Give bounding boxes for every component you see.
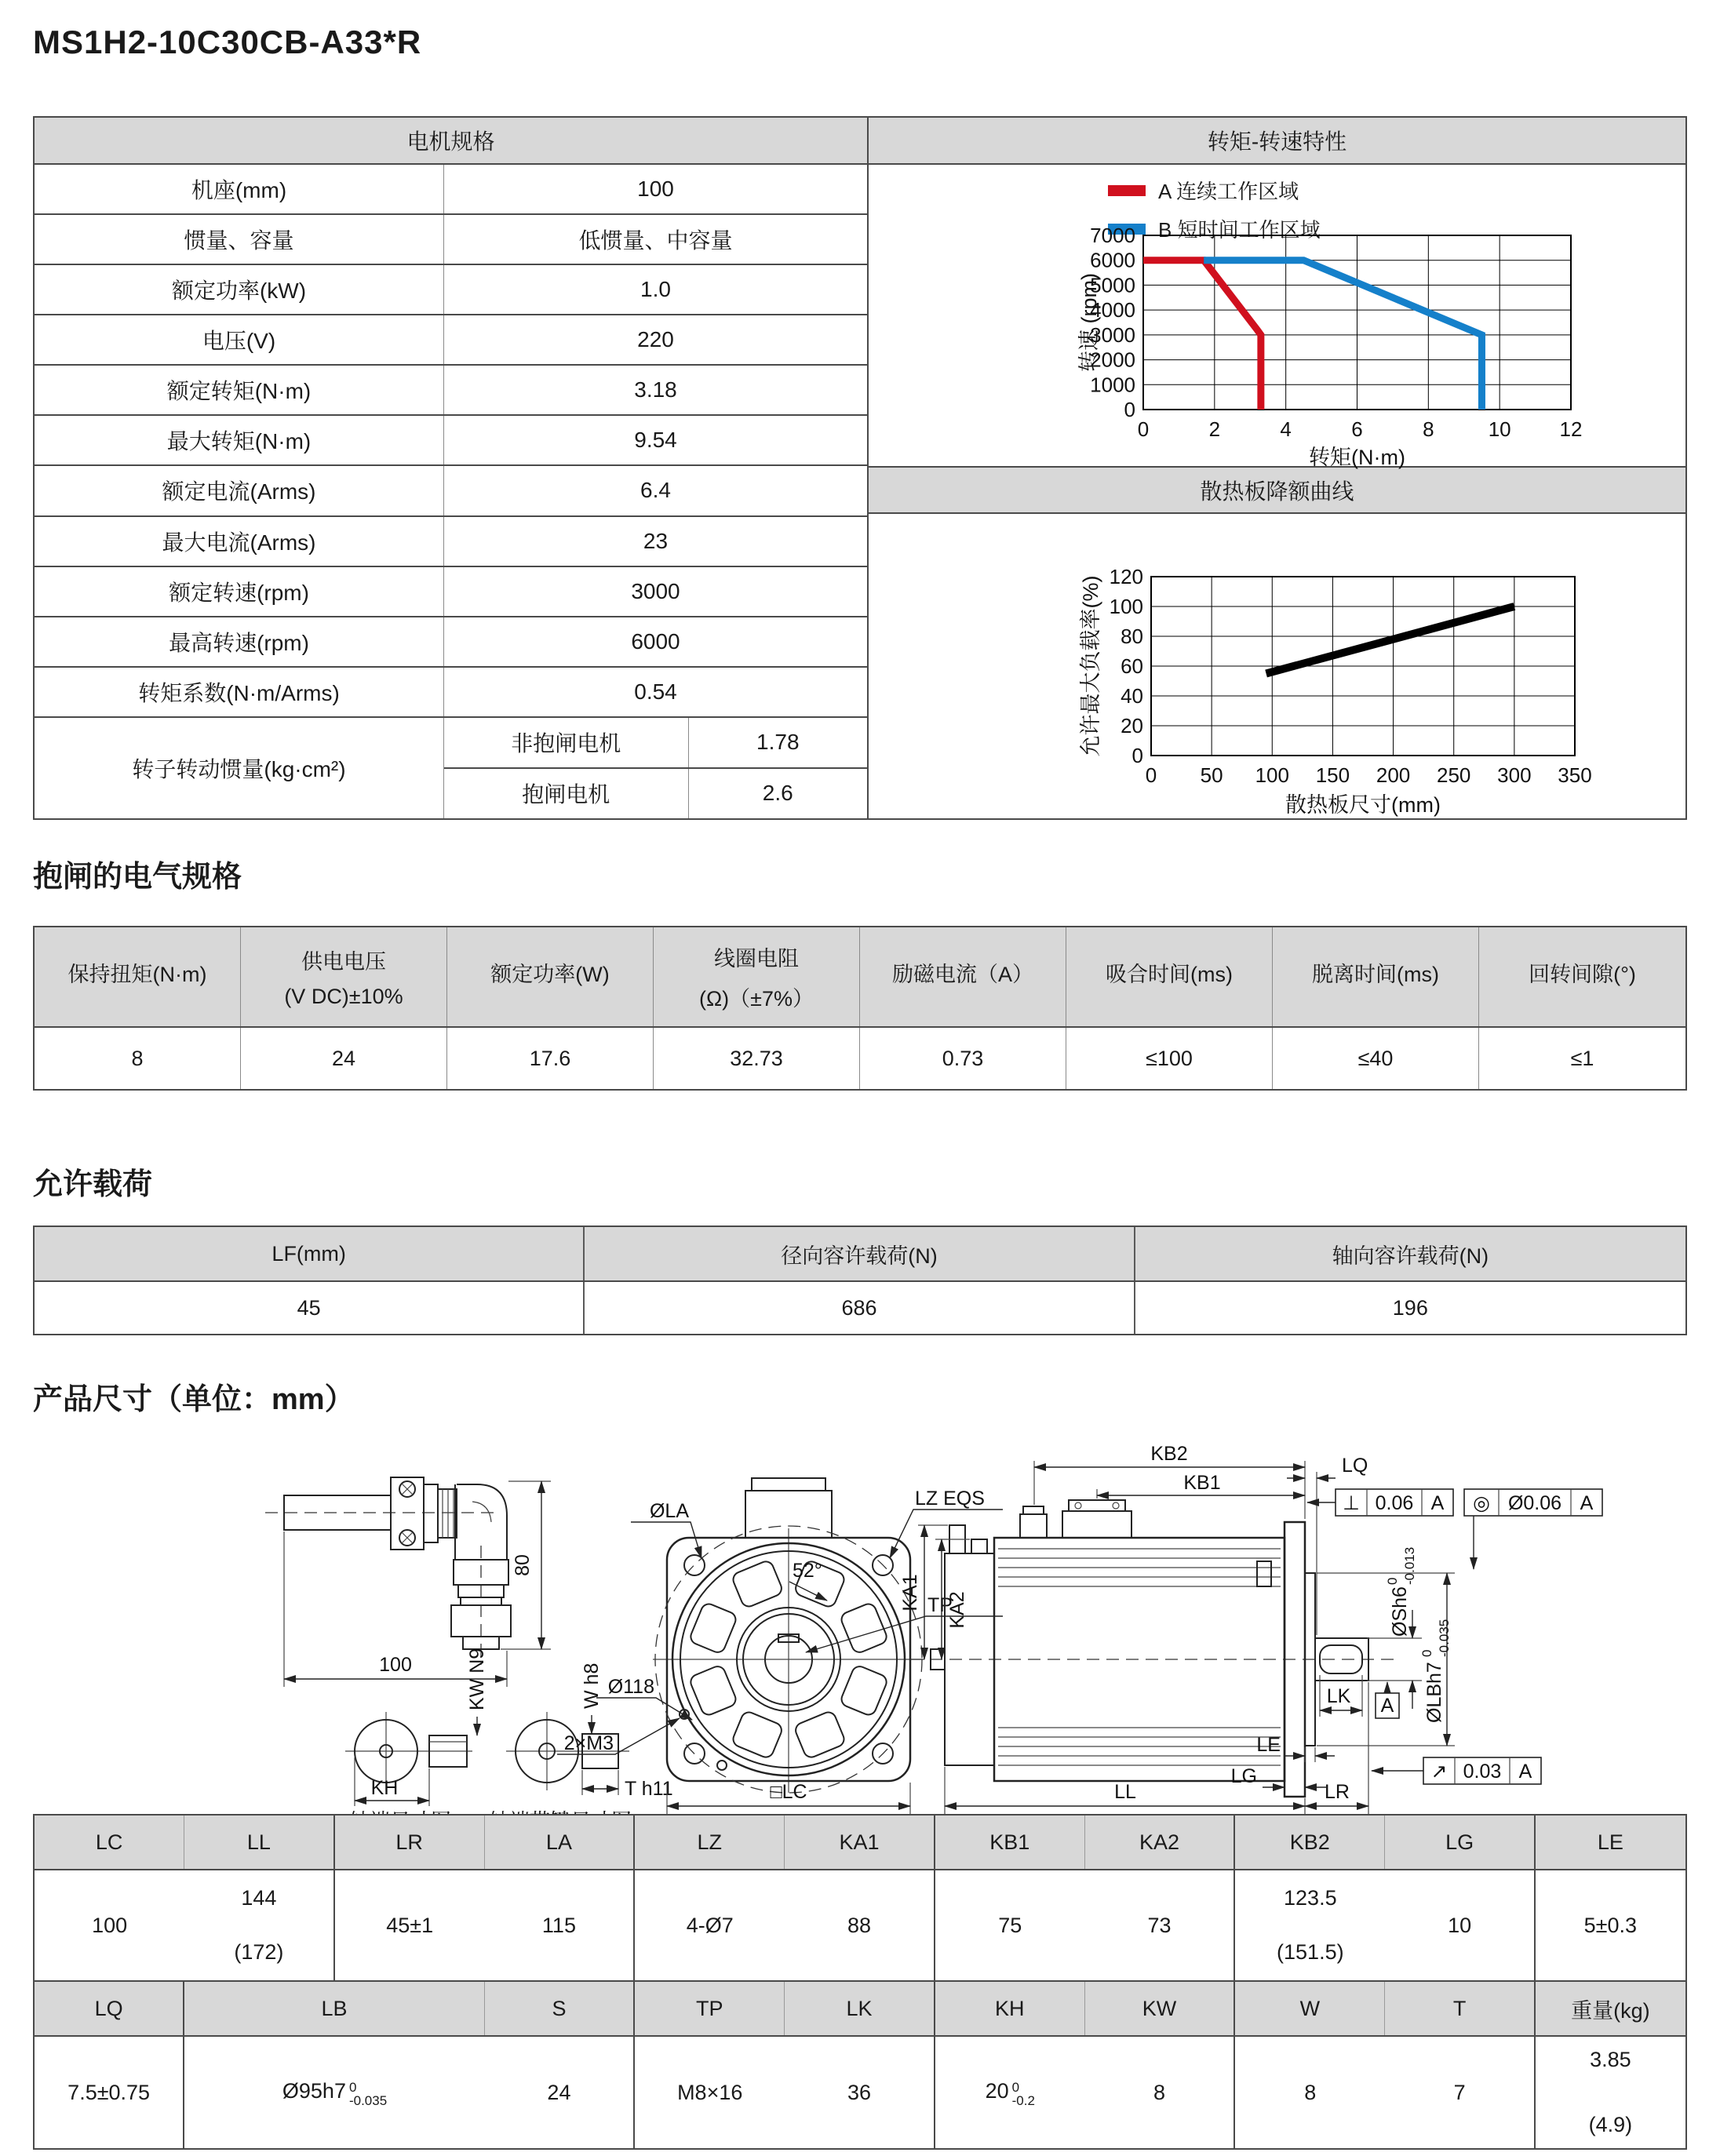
svg-text:150: 150 <box>1315 763 1350 787</box>
dimension-drawings <box>33 1444 1687 1832</box>
column-header: KA1 <box>785 1815 935 1869</box>
callout-label-m3: 2×M3 <box>563 1732 614 1754</box>
svg-text:⊥: ⊥ <box>1343 1492 1360 1514</box>
spec-label: 电压(V) <box>35 315 444 364</box>
spec-value: 23 <box>643 528 669 553</box>
spec-value: 9.54 <box>634 428 677 453</box>
table-cell: 24 <box>485 2037 635 2148</box>
table-cell: 17.6 <box>447 1028 654 1089</box>
column-header: KW <box>1085 1982 1235 2035</box>
table-cell: 7.5±0.75 <box>35 2037 184 2148</box>
datum-a-box <box>1376 1682 1399 1718</box>
svg-text:4000: 4000 <box>1090 298 1135 322</box>
svg-text:8: 8 <box>1423 417 1434 441</box>
charts-panel <box>869 118 1685 818</box>
table-cell: ≤40 <box>1273 1028 1479 1089</box>
svg-text:250: 250 <box>1437 763 1471 787</box>
column-header: 供电电压 (V DC)±10% <box>241 927 447 1026</box>
column-header: LC <box>35 1815 184 1869</box>
brake-section-title: 抱闸的电气规格 <box>33 861 242 894</box>
column-header: 重量(kg) <box>1536 1982 1685 2035</box>
svg-text:10: 10 <box>1488 417 1511 441</box>
svg-text:-0.035: -0.035 <box>1437 1619 1452 1657</box>
callout-label-la: ØLA <box>649 1500 689 1522</box>
svg-text:200: 200 <box>1376 763 1411 787</box>
column-header: 吸合时间(ms) <box>1066 927 1273 1026</box>
svg-text:2000: 2000 <box>1090 348 1135 372</box>
svg-text:6000: 6000 <box>1090 248 1135 272</box>
table-cell-weight: 3.85 (4.9) <box>1588 2048 1633 2136</box>
torque-speed-chart-title: 转矩-转速特性 <box>869 118 1685 165</box>
spec-sub-label: 抱闸电机 <box>444 769 689 818</box>
svg-text:0: 0 <box>1419 1649 1434 1657</box>
callout-label-d118: Ø118 <box>607 1676 654 1698</box>
svg-text:↗: ↗ <box>1430 1761 1448 1783</box>
dim-label-lk: LK <box>1326 1685 1351 1707</box>
dim-label-ka2: KA2 <box>946 1591 968 1629</box>
table-cell: M8×16 <box>677 2080 743 2104</box>
table-cell-kh-tolerance: 20 0 -0.2 <box>985 2079 1035 2108</box>
column-header: W <box>1235 1982 1385 2035</box>
dim-label-w: W h8 <box>581 1663 603 1709</box>
motor-front-view <box>557 1478 1003 1814</box>
brake-spec-table <box>33 926 1687 1091</box>
spec-value: 100 <box>637 177 674 202</box>
load-table-header-row <box>35 1227 1685 1282</box>
cooling-fins <box>998 1549 1281 1765</box>
svg-text:允许最大负载率(%): 允许最大负载率(%) <box>1079 575 1102 757</box>
motor-spec-table <box>35 118 869 818</box>
torque-speed-chart <box>869 165 1685 469</box>
column-header: 保持扭矩(N·m) <box>35 927 241 1026</box>
spec-label: 机座(mm) <box>35 165 444 213</box>
dim-label-lg: LG <box>1230 1765 1257 1787</box>
svg-text:ØSh6: ØSh6 <box>1389 1586 1411 1637</box>
svg-text:散热板尺寸(mm): 散热板尺寸(mm) <box>1285 793 1441 817</box>
load-section-title: 允许载荷 <box>33 1168 153 1201</box>
table-row <box>35 265 867 315</box>
column-header: LL <box>184 1815 334 1869</box>
spec-label: 最高转速(rpm) <box>35 617 444 666</box>
motor-spec-block <box>33 116 1687 820</box>
svg-text:转速 (rpm): 转速 (rpm) <box>1077 273 1101 372</box>
table-cell: 8 <box>35 1028 241 1089</box>
column-header: 回转间隙(°) <box>1479 927 1685 1026</box>
callout-label-lz: LZ EQS <box>915 1488 985 1510</box>
connector-drawing <box>265 1477 551 1687</box>
svg-text:ØLBh7: ØLBh7 <box>1423 1662 1445 1723</box>
column-header: LZ <box>635 1815 785 1869</box>
spec-label: 额定转矩(N·m) <box>35 366 444 414</box>
svg-text:A: A <box>1518 1761 1532 1783</box>
table-cell: 0.73 <box>860 1028 1066 1089</box>
column-header: LA <box>485 1815 635 1869</box>
svg-text:80: 80 <box>1121 625 1143 648</box>
dim-label-kb2: KB2 <box>1150 1444 1188 1465</box>
svg-text:0.03: 0.03 <box>1463 1761 1502 1783</box>
torque-speed-plot <box>1073 224 1622 472</box>
spec-value: 6.4 <box>640 478 671 503</box>
svg-text:20: 20 <box>1121 714 1143 737</box>
column-header: LR <box>335 1815 485 1869</box>
table-cell: 144 (172) <box>184 1870 334 1980</box>
svg-text:3000: 3000 <box>1090 322 1135 347</box>
svg-text:40: 40 <box>1121 684 1143 708</box>
table-row <box>35 517 867 567</box>
allowable-load-table <box>33 1225 1687 1335</box>
rotor-inertia-subtable <box>444 718 867 818</box>
svg-text:转矩(N·m): 转矩(N·m) <box>1309 446 1405 469</box>
spec-value: 3000 <box>631 578 680 603</box>
table-cell: 115 <box>485 1870 635 1980</box>
spec-sub-value: 1.78 <box>756 730 800 755</box>
spec-label: 额定转速(rpm) <box>35 567 444 616</box>
column-header: 脱离时间(ms) <box>1273 927 1479 1026</box>
svg-text:12: 12 <box>1559 417 1583 441</box>
shaft-end-view <box>345 1648 488 1832</box>
column-header: KB1 <box>935 1815 1085 1869</box>
table-cell: 32.73 <box>654 1028 860 1089</box>
column-header: LB <box>184 1982 485 2035</box>
dim-label-80: 80 <box>512 1554 534 1576</box>
derating-chart <box>869 514 1685 821</box>
svg-text:0: 0 <box>1385 1577 1400 1585</box>
dim-label-t: T h11 <box>625 1778 673 1800</box>
svg-text:Ø0.06: Ø0.06 <box>1507 1492 1562 1514</box>
table-cell: 4-Ø7 <box>686 1913 734 1937</box>
spec-label: 转矩系数(N·m/Arms) <box>35 668 444 716</box>
svg-text:1000: 1000 <box>1090 373 1135 397</box>
table-row <box>35 567 867 617</box>
dim-label-kw: KW N9 <box>466 1648 488 1710</box>
table-cell: 7 <box>1385 2037 1535 2148</box>
column-header: LF(mm) <box>35 1227 585 1280</box>
table-cell: ≤100 <box>1066 1028 1273 1089</box>
column-header: 径向容许载荷(N) <box>585 1227 1135 1280</box>
spec-label: 惯量、容量 <box>35 215 444 264</box>
dim-label-lc: □LC <box>770 1781 807 1803</box>
table-cell: 45±1 <box>386 1913 434 1937</box>
motor-spec-table-header: 电机规格 <box>35 118 867 165</box>
legend-swatch-red <box>1108 185 1146 196</box>
table-row <box>35 668 867 718</box>
dim-label-lq: LQ <box>1342 1455 1368 1477</box>
table-cell: 686 <box>585 1282 1135 1334</box>
column-header: KB2 <box>1235 1815 1385 1869</box>
callout-label-angle: 52° <box>793 1560 822 1582</box>
svg-text:0: 0 <box>1145 763 1157 787</box>
table-cell: ≤1 <box>1570 1046 1594 1070</box>
motor-side-view <box>899 1444 1602 1814</box>
table-cell: 8 <box>1085 2037 1235 2148</box>
svg-text:0: 0 <box>1131 744 1143 767</box>
dim-label-kh: KH <box>370 1777 399 1799</box>
svg-text:◎: ◎ <box>1473 1492 1490 1514</box>
dimension-table1-values <box>35 1870 1685 1982</box>
svg-text:300: 300 <box>1497 763 1532 787</box>
spec-label: 最大电流(Arms) <box>35 517 444 566</box>
load-table-value-row <box>35 1282 1685 1334</box>
spec-label: 额定功率(kW) <box>35 265 444 314</box>
column-header: TP <box>635 1982 785 2035</box>
table-cell: 10 <box>1385 1870 1535 1980</box>
dimension-table2-header <box>35 1982 1685 2037</box>
derating-chart-title: 散热板降额曲线 <box>869 466 1685 514</box>
column-header: 轴向容许载荷(N) <box>1135 1227 1685 1280</box>
svg-text:6: 6 <box>1351 417 1363 441</box>
table-cell: 100 <box>92 1913 128 1937</box>
dim-label-100: 100 <box>379 1654 412 1676</box>
dim-label-le: LE <box>1256 1734 1281 1756</box>
dimensions-section-title: 产品尺寸（单位：mm） <box>33 1383 355 1416</box>
dim-label-ka1: KA1 <box>899 1574 921 1612</box>
spec-value: 6000 <box>631 628 680 654</box>
column-header: LK <box>785 1982 935 2035</box>
column-header: LG <box>1385 1815 1535 1869</box>
svg-text:350: 350 <box>1558 763 1592 787</box>
brake-table-header-row <box>35 927 1685 1028</box>
svg-text:7000: 7000 <box>1090 224 1135 247</box>
svg-text:100: 100 <box>1255 763 1289 787</box>
spec-value: 220 <box>637 327 674 352</box>
table-row <box>35 416 867 466</box>
spec-value: 1.0 <box>640 277 671 302</box>
column-header: KA2 <box>1085 1815 1235 1869</box>
svg-text:2: 2 <box>1208 417 1221 441</box>
tolerance-frame-concentricity <box>1464 1489 1602 1569</box>
table-cell: 123.5 (151.5) <box>1277 1886 1344 1964</box>
table-cell: 5±0.3 <box>1583 1913 1638 1937</box>
column-header: LE <box>1536 1815 1685 1869</box>
spec-label: 转子转动惯量(kg·cm²) <box>35 718 444 818</box>
dimension-table1-header <box>35 1815 1685 1870</box>
tolerance-frame-runout <box>1372 1757 1541 1784</box>
table-row <box>35 366 867 416</box>
table-cell: 24 <box>241 1028 447 1089</box>
table-row <box>444 718 867 769</box>
dim-label-lr: LR <box>1325 1781 1350 1803</box>
callout-label-tp: TP <box>927 1594 953 1616</box>
column-header: 额定功率(W) <box>447 927 654 1026</box>
legend-label: B 短时间工作区域 <box>1158 218 1321 242</box>
svg-text:60: 60 <box>1121 654 1143 678</box>
table-cell: 73 <box>1085 1870 1235 1980</box>
spec-sub-value: 2.6 <box>762 781 793 806</box>
legend-item-a <box>1108 176 1321 205</box>
spec-value: 低惯量、中容量 <box>578 228 733 253</box>
svg-text:4: 4 <box>1280 417 1292 441</box>
table-cell: 36 <box>785 2037 935 2148</box>
table-row <box>444 769 867 818</box>
column-header: 励磁电流（A） <box>860 927 1066 1026</box>
column-header: S <box>485 1982 635 2035</box>
column-header: T <box>1385 1982 1535 2035</box>
derating-plot <box>1073 563 1622 821</box>
spec-value: 3.18 <box>634 377 677 402</box>
svg-text:0: 0 <box>1124 398 1135 421</box>
table-cell-lb-tolerance: Ø95h7 0 -0.035 <box>282 2079 388 2108</box>
spec-label: 最大转矩(N·m) <box>35 416 444 464</box>
table-row <box>35 165 867 215</box>
table-cell: 88 <box>785 1870 935 1980</box>
table-cell: 196 <box>1392 1295 1428 1320</box>
column-header: LQ <box>35 1982 184 2035</box>
spec-sub-label: 非抱闸电机 <box>444 718 689 767</box>
dim-label-kb1: KB1 <box>1183 1472 1221 1494</box>
svg-text:-0.013: -0.013 <box>1402 1546 1417 1585</box>
svg-text:50: 50 <box>1200 763 1223 787</box>
table-row <box>35 617 867 668</box>
svg-text:120: 120 <box>1109 565 1143 588</box>
dimension-table2-values <box>35 2037 1685 2148</box>
svg-text:5000: 5000 <box>1090 273 1135 297</box>
rotor-inertia-row <box>35 718 867 818</box>
spec-label: 额定电流(Arms) <box>35 466 444 515</box>
dim-label-ll: LL <box>1114 1781 1136 1803</box>
brake-table-value-row <box>35 1028 1685 1089</box>
column-header: KH <box>935 1982 1085 2035</box>
svg-text:A: A <box>1580 1492 1594 1514</box>
svg-text:0: 0 <box>1137 417 1150 441</box>
dimension-tables <box>33 1814 1687 2150</box>
svg-text:100: 100 <box>1109 595 1143 618</box>
column-header: 线圈电阻 (Ω)（±7%） <box>654 927 860 1026</box>
table-row <box>35 215 867 265</box>
svg-text:A: A <box>1380 1695 1394 1717</box>
spec-value: 0.54 <box>634 679 677 704</box>
table-row <box>35 466 867 516</box>
table-row <box>35 315 867 366</box>
table-cell: 45 <box>35 1282 585 1334</box>
table-cell: 8 <box>1304 2080 1317 2104</box>
svg-text:A: A <box>1430 1492 1445 1514</box>
table-cell: 75 <box>998 1913 1022 1937</box>
page-title: MS1H2-10C30CB-A33*R <box>33 24 422 60</box>
svg-text:0.06: 0.06 <box>1375 1492 1414 1514</box>
legend-label: A 连续工作区域 <box>1158 180 1299 203</box>
tolerance-frame-perpendicularity <box>1307 1489 1453 1516</box>
